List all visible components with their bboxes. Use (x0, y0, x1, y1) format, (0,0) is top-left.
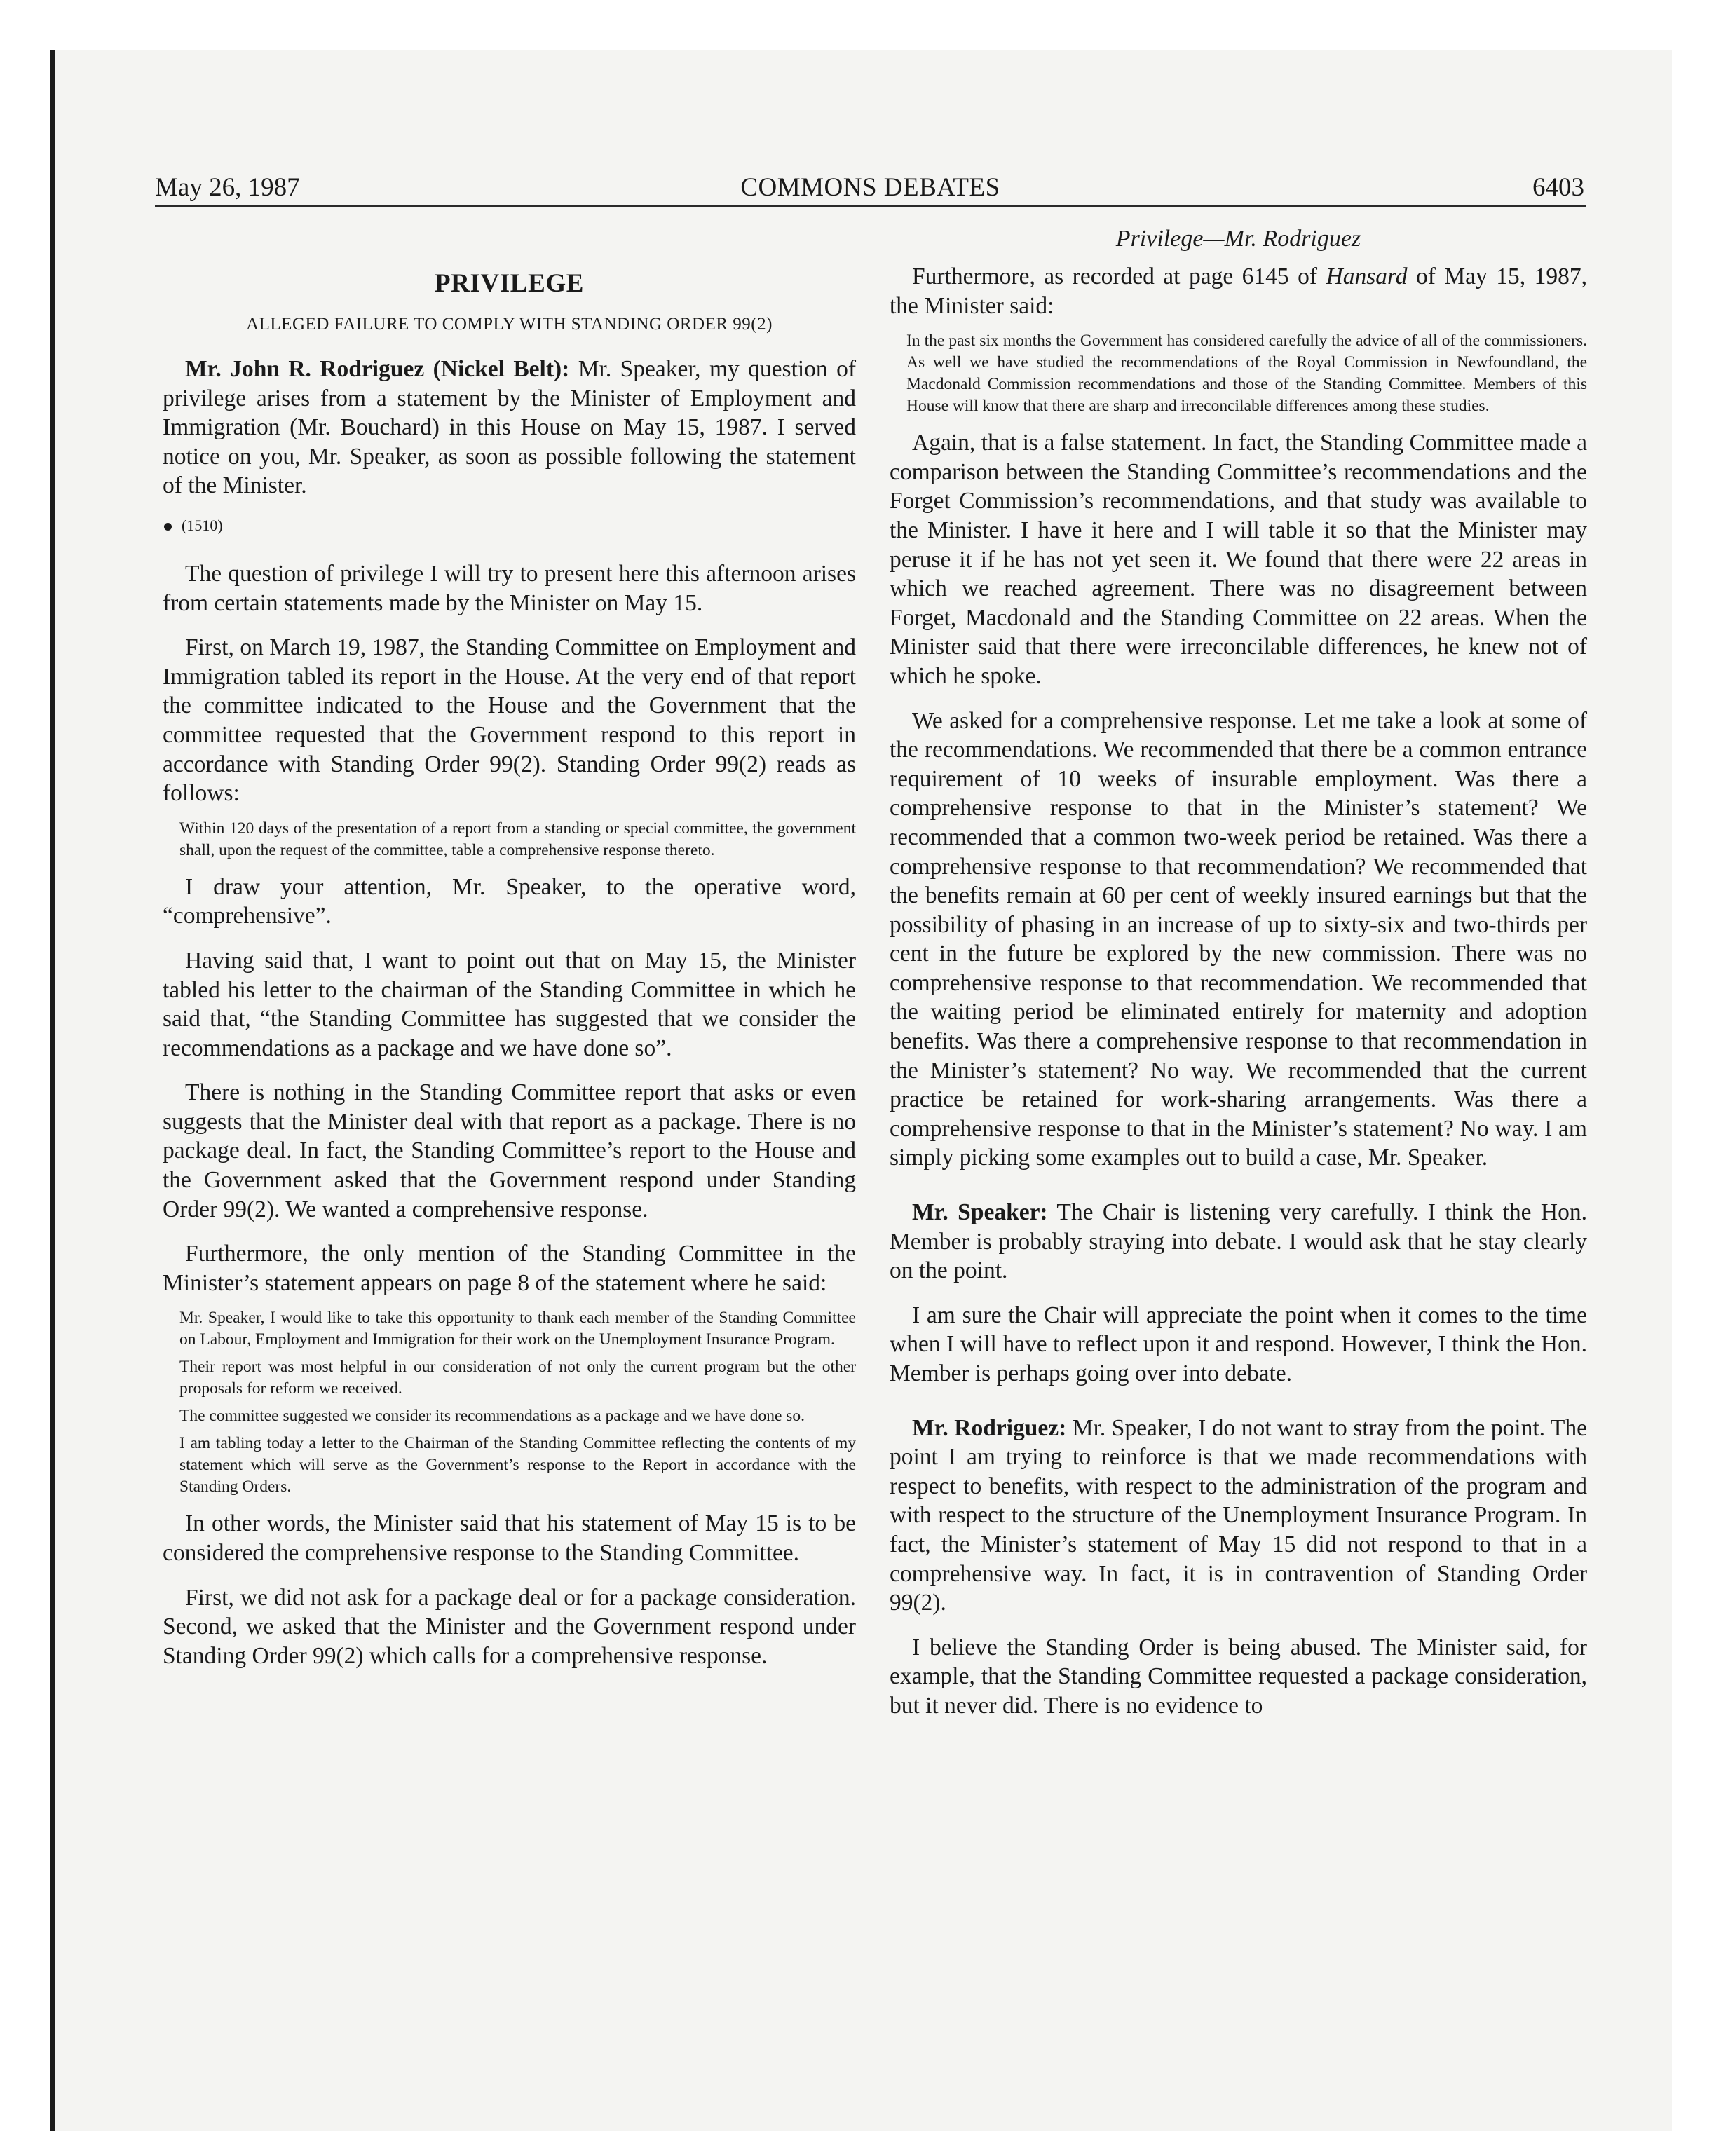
paragraph: We asked for a comprehensive response. Let me take a look at some of the recommendations. We recommended that there be a common entrance requirement of 10 weeks of insurable employment. Was there a comprehensive response to that in the Minister’s statement? We recommended that a common two-week period be retained. Was there a comprehensive response to that recommendation? We recommended that the benefits remain at 60 per cent of weekly insured earnings but that the possibility of phasing in an increase of up to sixty-six and two-thirds per cent in the future be explored by the new commission. There was no comprehensive response to that recommendation. We recommended that the waiting period be eliminated entirely for maternity and adoption benefits. Was there a comprehensive response to that recommendation in the Minister’s statement? No way. We recommended that the current practice be retained for work-sharing arrangements. Was there a comprehensive response to that in the Minister’s statement? No way. I am simply picking some examples out to build a case, Mr. Speaker. (890, 707, 1587, 1171)
paragraph: I believe the Standing Order is being abused. The Minister said, for example, that the Standing Committee requested a package consideration, but it never did. There is no evidence to (890, 1634, 1587, 1719)
paragraph: First, on March 19, 1987, the Standing Committee on Employment and Immigration tabled its report in the House. At the very end of that report the committee indicated to the House and the Government that the committee requested that the Government respond to this report in accordance with Standing Order 99(2). Standing Order 99(2) reads as follows: (163, 634, 856, 807)
block-quote: Their report was most helpful in our consideration of not only the current program but the other proposals for reform we received. (179, 1358, 856, 1398)
paragraph-text: of May 15, 1987, the Minister said: (890, 264, 1587, 319)
speaker-name: Mr. Speaker: (912, 1199, 1048, 1226)
speaker-name: Mr. John R. Rodriguez (Nickel Belt): (185, 356, 570, 382)
block-quote: In the past six months the Government has considered carefully the advice of all of the commissioners. As well we have studied the recommendations of the Royal Commission in Newfoundland, the Macdonald Commission recommendations and those of the Standing Committee. Members of this House will know that there are sharp and irreconcilable differences among these studies. (906, 332, 1587, 416)
time-marker (164, 516, 856, 535)
speaker-name: Mr. Rodriguez: (912, 1414, 1067, 1441)
running-head: Privilege—Mr. Rodriguez (1115, 226, 1361, 252)
paragraph: Furthermore, the only mention of the Standing Committee in the Minister’s statement appears on page 8 of the statement where he said: (163, 1241, 856, 1296)
header-date: May 26, 1987 (155, 173, 300, 202)
paragraph: The question of privilege I will try to present here this afternoon arises from certain statements made by the Minister on May 15. (163, 560, 856, 616)
block-quote: Mr. Speaker, I would like to take this opportunity to thank each member of the Standing Committee on Labour, Employment and Immigration for their work on the Unemployment Insurance Program. (179, 1309, 856, 1349)
paragraph: There is nothing in the Standing Committee report that asks or even suggests that the Minister deal with that report as a package. There is no package deal. In fact, the Standing Committee’s report to the House and the Government asked that the Government respond under Standing Order 99(2). We wanted a comprehensive response. (163, 1079, 856, 1222)
paragraph (163, 355, 856, 500)
paragraph: Again, that is a false statement. In fact, the Standing Committee made a comparison between the Standing Committee’s recommendations and the Forget Commission’s recommendations, and that study was available to the Minister. I have it here and I will table it so that the Minister may peruse it if he has not yet seen it. We found that there were 22 areas in which we reached agreement. There was no disagreement between Forget, Macdonald and the Standing Committee on 22 areas. When the Minister said that there were irreconcilable differences, he knew not of which he spoke. (890, 430, 1587, 689)
paragraph: I am sure the Chair will appreciate the point when it comes to the time when I will have to reflect upon it and respond. However, I think the Hon. Member is perhaps going over into debate. (890, 1302, 1587, 1386)
paragraph: In other words, the Minister said that his statement of May 15 is to be considered the comprehensive response to the Standing Committee. (163, 1510, 856, 1567)
header-page-number: 6403 (1532, 173, 1584, 202)
block-quote: The committee suggested we consider its recommendations as a package and we have done so. (179, 1407, 805, 1426)
paragraph (890, 1198, 1587, 1285)
right-column (890, 226, 1587, 1736)
paragraph (890, 262, 1587, 320)
header-publication: COMMONS DEBATES (740, 173, 1000, 202)
paragraph (890, 1414, 1587, 1618)
page-header (155, 171, 1586, 207)
paragraph-text: Mr. Speaker, my question of privilege arises from a statement by the Minister of Employment and Immigration (Mr. Bouchard) in this House on May 15, 1987. I served notice on you, Mr. Speaker, as soon as possible following the statement of the Minister. (163, 356, 856, 499)
block-quote: Within 120 days of the presentation of a report from a standing or special committee, the government shall, upon the request of the committee, table a comprehensive response thereto. (179, 819, 856, 859)
paragraph: Having said that, I want to point out that on May 15, the Minister tabled his letter to the chairman of the Standing Committee in which he said that, “the Standing Committee has suggested that we consider the recommendations as a package and we have done so”. (163, 947, 856, 1061)
bullet-icon (164, 523, 172, 531)
time-marker-text: (1510) (182, 516, 223, 534)
paragraph: I draw your attention, Mr. Speaker, to the operative word, “comprehensive”. (163, 873, 856, 929)
left-column (163, 226, 856, 1686)
section-title: PRIVILEGE (434, 269, 585, 298)
paragraph-text: Mr. Speaker, I do not want to stray from the point. The point I am trying to reinforce is that we made recommendations with respect to benefits, with respect to the administration of the program and with respect to the structure of the Unemployment Insurance Program. In fact, the Minister’s statement of May 15 did not respond to that in a comprehensive way. In fact, it is in contravention of Standing Order 99(2). (890, 1414, 1587, 1616)
paragraph-text: The Chair is listening very carefully. I think the Hon. Member is probably straying into debate. I would ask that he stay clearly on the point. (890, 1199, 1587, 1284)
paragraph-text: Furthermore, as recorded at page 6145 of (912, 264, 1326, 289)
publication-name: Hansard (1326, 264, 1408, 289)
section-subtitle: ALLEGED FAILURE TO COMPLY WITH STANDING ORDER 99(2) (246, 315, 773, 334)
block-quote: I am tabling today a letter to the Chairman of the Standing Committee reflecting the contents of my statement which will serve as the Government’s response to the Report in accordance with the Standing Orders. (179, 1434, 856, 1496)
paragraph: First, we did not ask for a package deal or for a package consideration. Second, we asked that the Minister and the Government respond under Standing Order 99(2) which calls for a comprehensive response. (163, 1584, 856, 1669)
